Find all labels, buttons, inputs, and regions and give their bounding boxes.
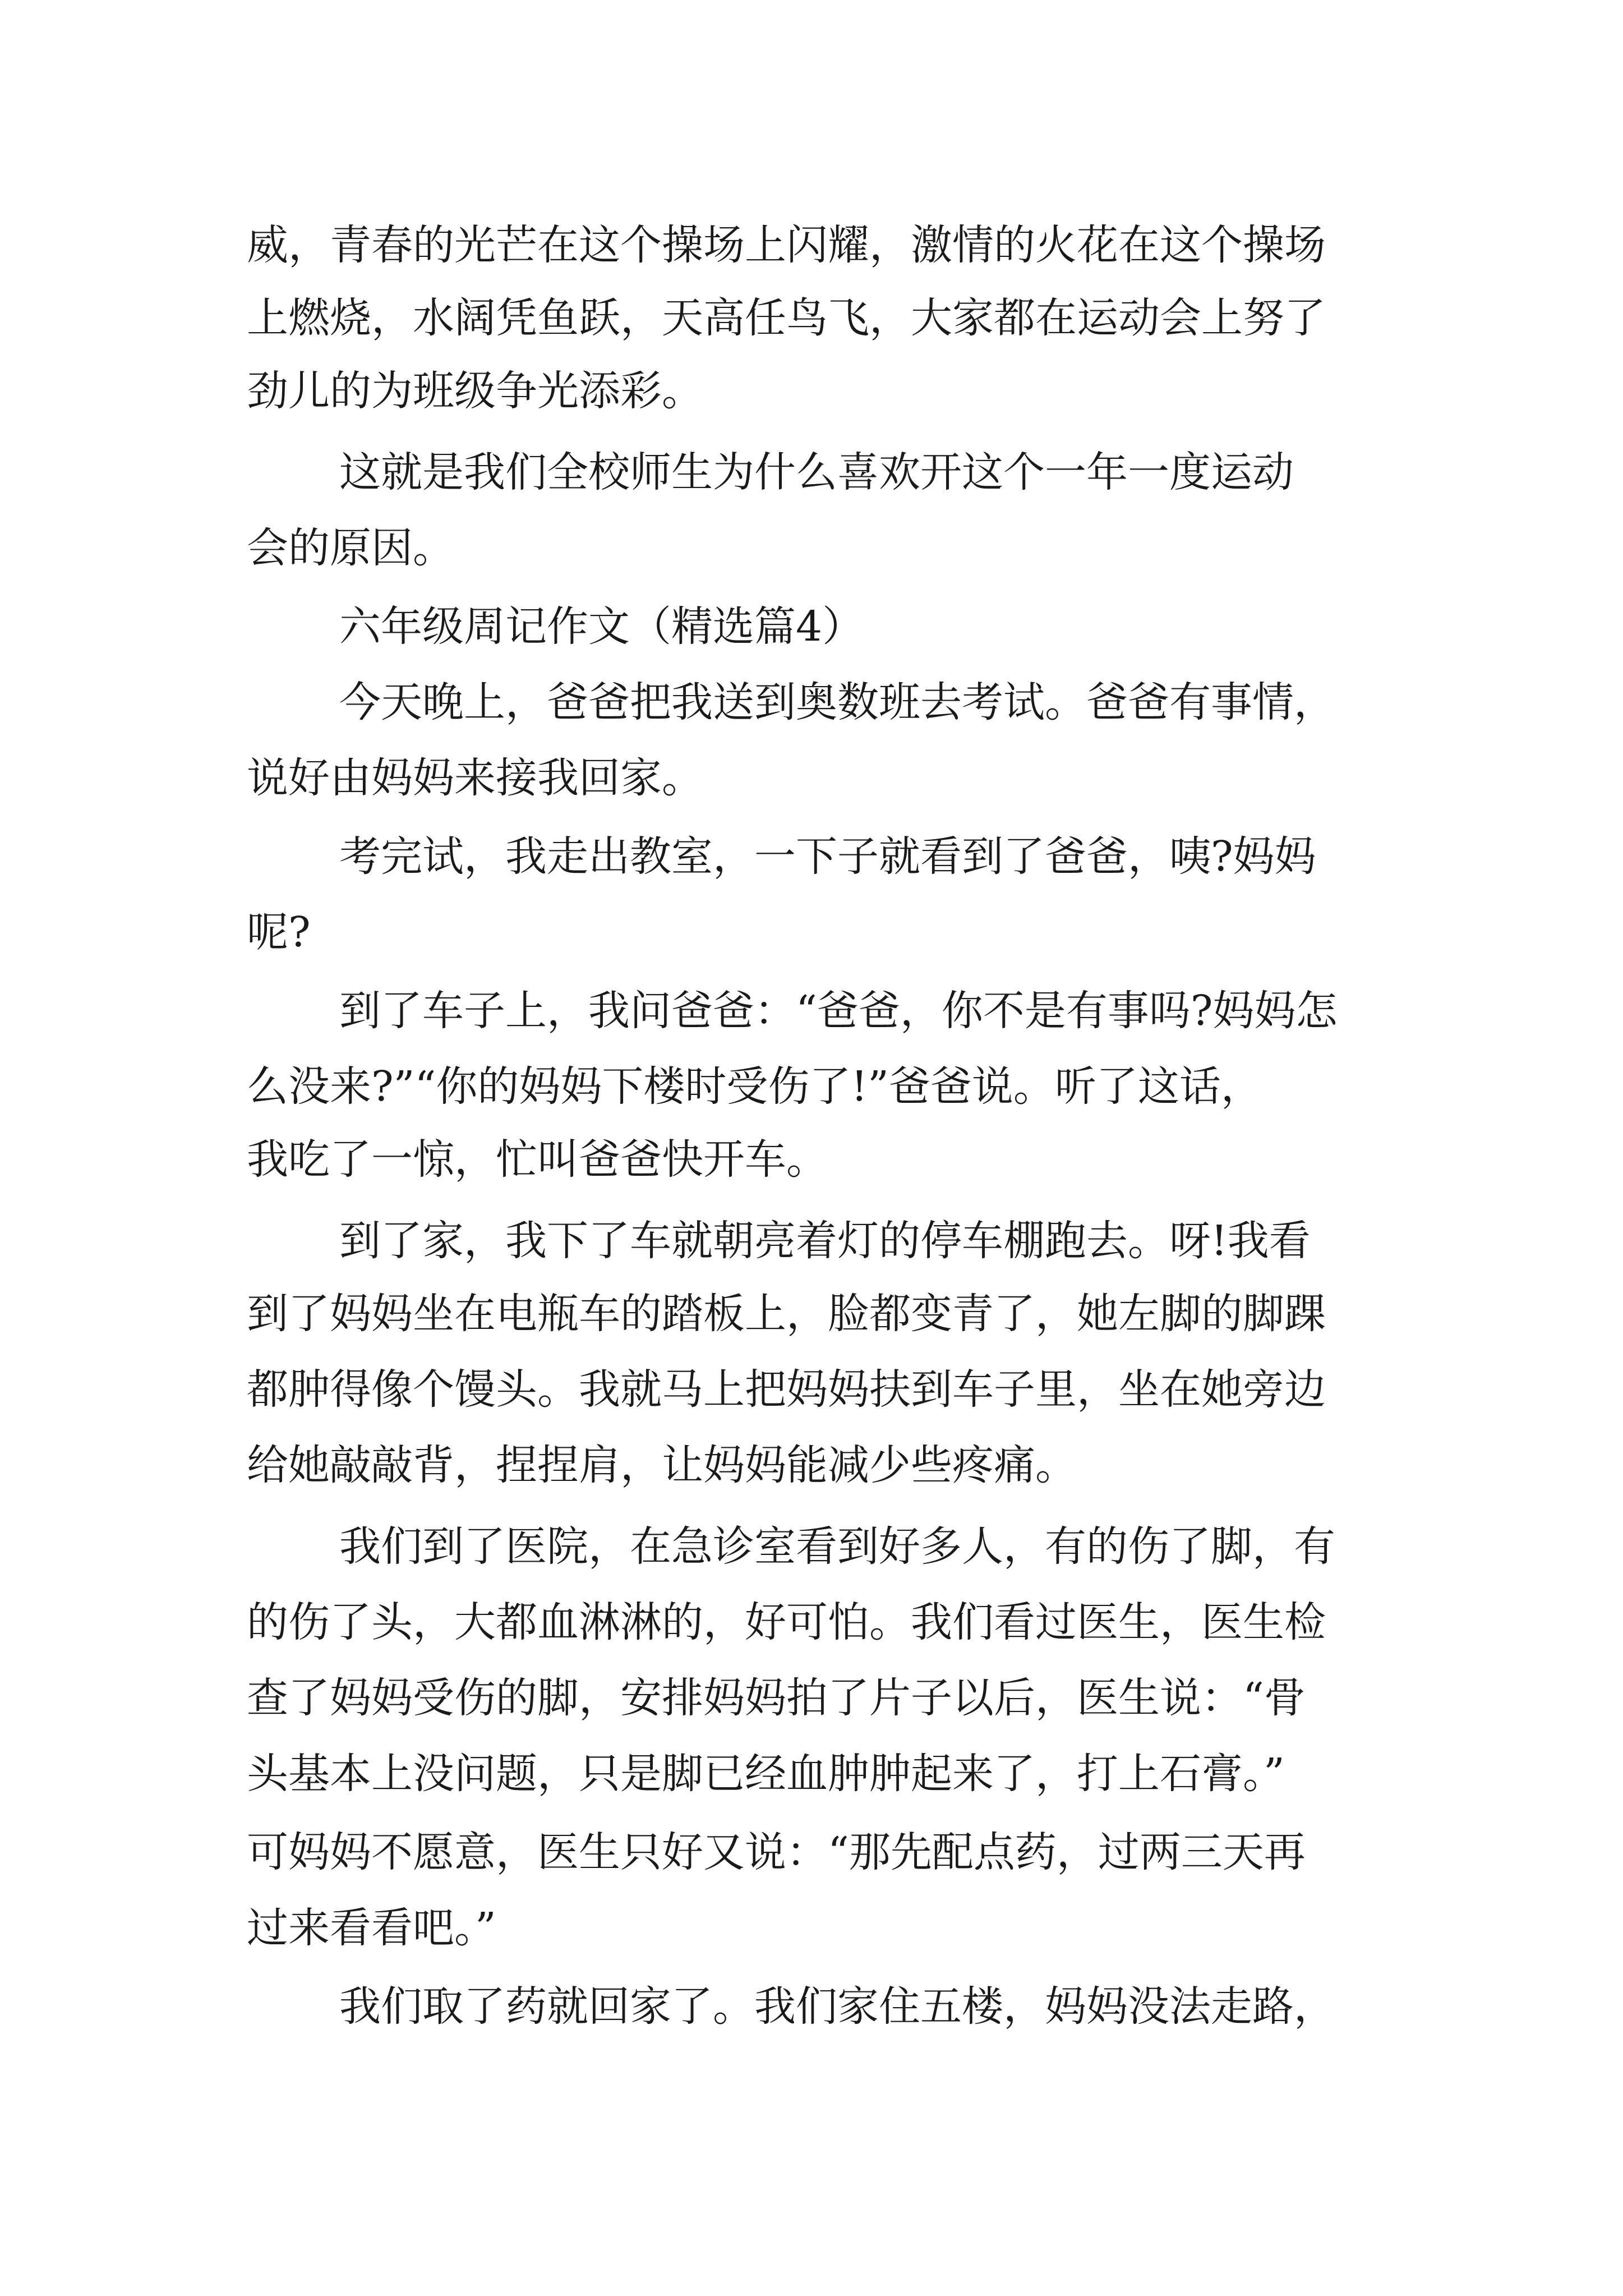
text-line: 我们取了药就回家了。我们家住五楼，妈妈没法走路，	[339, 1982, 1335, 2031]
text-line: 我们到了医院，在急诊室看到好多人，有的伤了脚，有	[339, 1522, 1335, 1571]
text-line: 么没来?”“你的妈妈下楼时受伤了!”爸爸说。听了这话，	[247, 1062, 1262, 1111]
text-line: 会的原因。	[247, 524, 454, 572]
section-heading: 六年级周记作文（精选篇4）	[339, 602, 864, 651]
text-line: 头基本上没问题，只是脚已经血肿肿起来了，打上石膏。”	[247, 1750, 1285, 1798]
text-line: 考完试，我走出教室，一下子就看到了爸爸，咦?妈妈	[339, 832, 1316, 881]
text-line: 过来看看吧。”	[247, 1904, 496, 1952]
text-line: 今天晚上，爸爸把我送到奥数班去考试。爸爸有事情，	[339, 678, 1335, 726]
text-line: 劲儿的为班级争光添彩。	[247, 367, 703, 415]
text-line: 这就是我们全校师生为什么喜欢开这个一年一度运动	[339, 448, 1294, 496]
text-line: 说好由妈妈来接我回家。	[247, 754, 703, 802]
text-line: 都肿得像个馒头。我就马上把妈妈扶到车子里，坐在她旁边	[247, 1365, 1326, 1414]
text-line: 查了妈妈受伤的脚，安排妈妈拍了片子以后，医生说：“骨	[247, 1674, 1306, 1722]
text-line: 威，青春的光芒在这个操场上闪耀，激情的火花在这个操场	[247, 221, 1326, 269]
text-line: 到了妈妈坐在电瓶车的踏板上，脸都变青了，她左脚的脚踝	[247, 1290, 1326, 1338]
text-line: 到了车子上，我问爸爸：“爸爸，你不是有事吗?妈妈怎	[339, 987, 1338, 1035]
text-line: 给她敲敲背，捏捏肩，让妈妈能减少些疼痛。	[247, 1441, 1077, 1489]
text-line: 上燃烧，水阔凭鱼跃，天高任鸟飞，大家都在运动会上努了	[247, 294, 1326, 342]
text-line: 可妈妈不愿意，医生只好又说：“那先配点药，过两三天再	[247, 1828, 1306, 1876]
text-line: 到了家，我下了车就朝亮着灯的停车棚跑去。呀!我看	[339, 1217, 1311, 1265]
text-line: 我吃了一惊，忙叫爸爸快开车。	[247, 1135, 828, 1184]
text-line: 的伤了头，大都血淋淋的，好可怕。我们看过医生，医生检	[247, 1598, 1326, 1646]
text-line: 呢?	[247, 908, 311, 956]
